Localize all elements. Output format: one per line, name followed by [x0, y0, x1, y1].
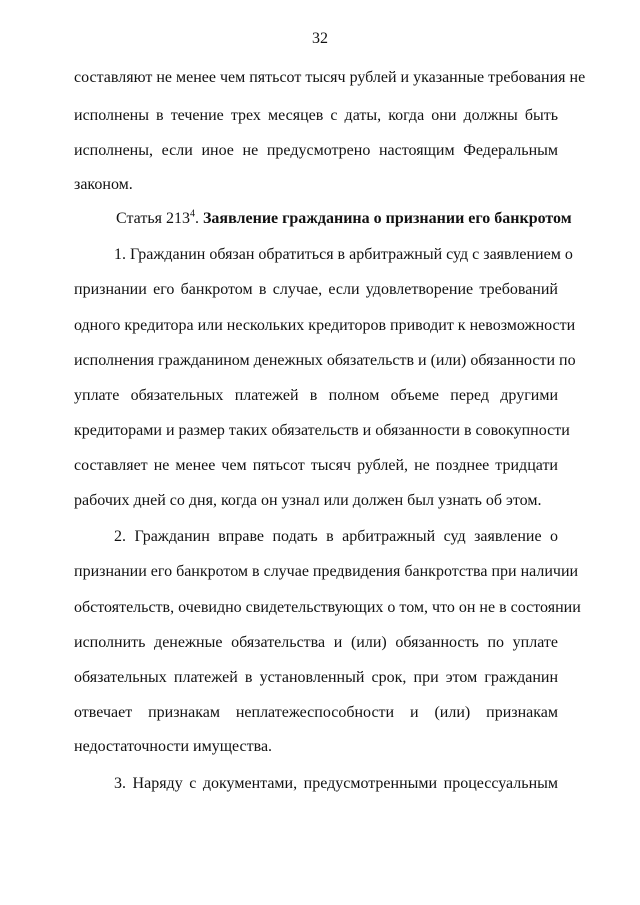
- text-line: признании его банкротом в случае предвидения банкротства при наличии: [74, 563, 579, 580]
- text-line: исполнить денежные обязательства и (или) обязанность по уплате: [74, 634, 558, 651]
- text-line: законом.: [74, 176, 133, 193]
- article-prefix: Статья 213: [116, 210, 190, 227]
- text-line: отвечает признакам неплатежеспособности и (или) признакам: [74, 704, 558, 721]
- text-line: одного кредитора или нескольких кредиторов приводит к невозможности: [74, 317, 576, 334]
- text-line: 3. Наряду с документами, предусмотренными процессуальным: [114, 775, 558, 792]
- text-line: исполнены, если иное не предусмотрено настоящим Федеральным: [74, 142, 558, 159]
- text-line: недостаточности имущества.: [74, 738, 273, 755]
- article-title: Заявление гражданина о признании его банкротом: [202, 210, 572, 227]
- text-line: составляет не менее чем пятьсот тысяч рублей, не позднее тридцати: [74, 457, 558, 474]
- text-line: 2. Гражданин вправе подать в арбитражный суд заявление о: [114, 528, 558, 545]
- text-line: исполнения гражданином денежных обязательств и (или) обязанности по: [74, 352, 576, 369]
- text-line: обстоятельств, очевидно свидетельствующих о том, что он не в состоянии: [74, 599, 581, 616]
- text-line: обязательных платежей в установленный срок, при этом гражданин: [74, 669, 558, 686]
- page-number: 32: [312, 30, 328, 47]
- text-line: составляют не менее чем пятьсот тысяч рублей и указанные требования не: [74, 69, 586, 86]
- text-line: рабочих дней со дня, когда он узнал или должен был узнать об этом.: [74, 492, 542, 509]
- text-line: уплате обязательных платежей в полном объеме перед другими: [74, 387, 558, 404]
- text-line: исполнены в течение трех месяцев с даты, когда они должны быть: [74, 107, 558, 124]
- text-line: кредиторами и размер таких обязательств и обязанности в совокупности: [74, 422, 570, 439]
- text-line: признании его банкротом в случае, если удовлетворение требований: [74, 281, 558, 298]
- article-superscript: 4: [189, 208, 195, 220]
- article-heading: [116, 208, 572, 229]
- article-suffix: .: [194, 210, 199, 227]
- text-line: 1. Гражданин обязан обратиться в арбитражный суд с заявлением о: [114, 246, 573, 263]
